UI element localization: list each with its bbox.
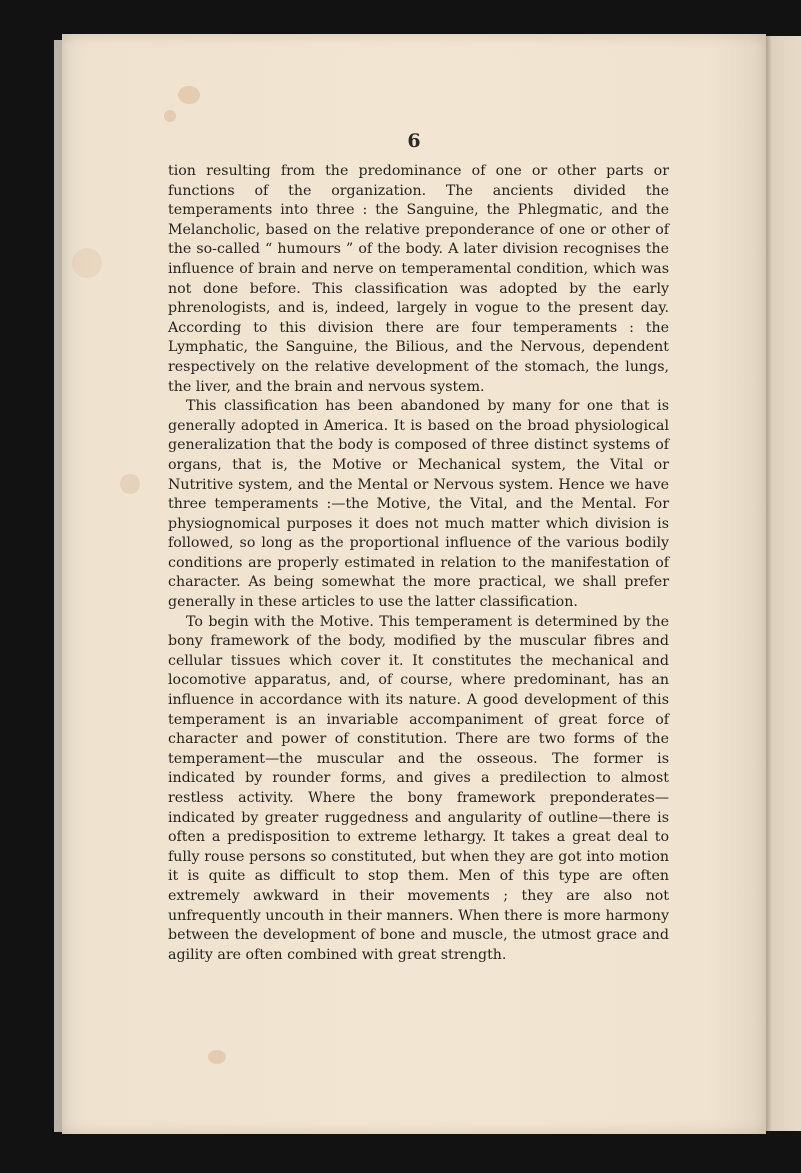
foxing-spot: [120, 474, 140, 494]
page-number: 6: [407, 130, 421, 152]
paragraph: tion resulting from the predominance of one or other parts or functions of the organization. The ancients divided the temperaments into three : the Sanguine, the Phlegmatic, and the Melancholic, based on the relative preponderance of one or other of the so-called “ humours ” of the body. A later division recognises the influence of brain and nerve on temperamental condition, which was not done before. This classification was adopted by the early phrenologists, and is, indeed, largely in vogue to the present day. According to this division there are four temperaments : the Lymphatic, the Sanguine, the Bilious, and the Nervous, dependent respectively on the relative development of the stomach, the lungs, the liver, and the brain and nervous system.: [168, 163, 669, 395]
paragraph: This classification has been abandoned by many for one that is generally adopted in America. It is based on the broad physiological generalization that the body is composed of three distinct systems of organs, that is, the Motive or Mechanical system, the Vital or Nutritive system, and the Mental or Nervous system. Hence we have three temperaments :—the Motive, the Vital, and the Mental. For physiognomical purposes it does not much matter which division is followed, so long as the proportional influence of the various bodily conditions are properly estimated in relation to the manifestation of character. As being somewhat the more practical, we shall prefer generally in these articles to use the latter classification.: [168, 398, 669, 611]
foxing-spot: [164, 110, 176, 122]
body-text: [168, 162, 669, 965]
adjacent-page-edge: [764, 36, 801, 1131]
book-page: [62, 34, 766, 1134]
foxing-spot: [72, 248, 102, 278]
foxing-spot: [208, 1050, 226, 1064]
paragraph: To begin with the Motive. This temperament is determined by the bony framework of the body, modified by the muscular fibres and cellular tissues which cover it. It constitutes the mechanical and locomotive apparatus, and, of course, where predominant, has an influence in accordance with its nature. A good development of this temperament is an invariable accompaniment of great force of character and power of constitution. There are two forms of the temperament—the muscular and the osseous. The former is indicated by rounder forms, and gives a predilection to almost restless activity. Where the bony framework preponderates—indicated by greater ruggedness and angularity of outline—there is often a predisposition to extreme lethargy. It takes a great deal to fully rouse persons so constituted, but when they are got into motion it is quite as difficult to stop them. Men of this type are often extremely awkward in their movements ; they are also not unfrequently uncouth in their manners. When there is more harmony between the development of bone and muscle, the utmost grace and agility are often combined with great strength.: [168, 613, 669, 963]
foxing-spot: [178, 86, 200, 104]
